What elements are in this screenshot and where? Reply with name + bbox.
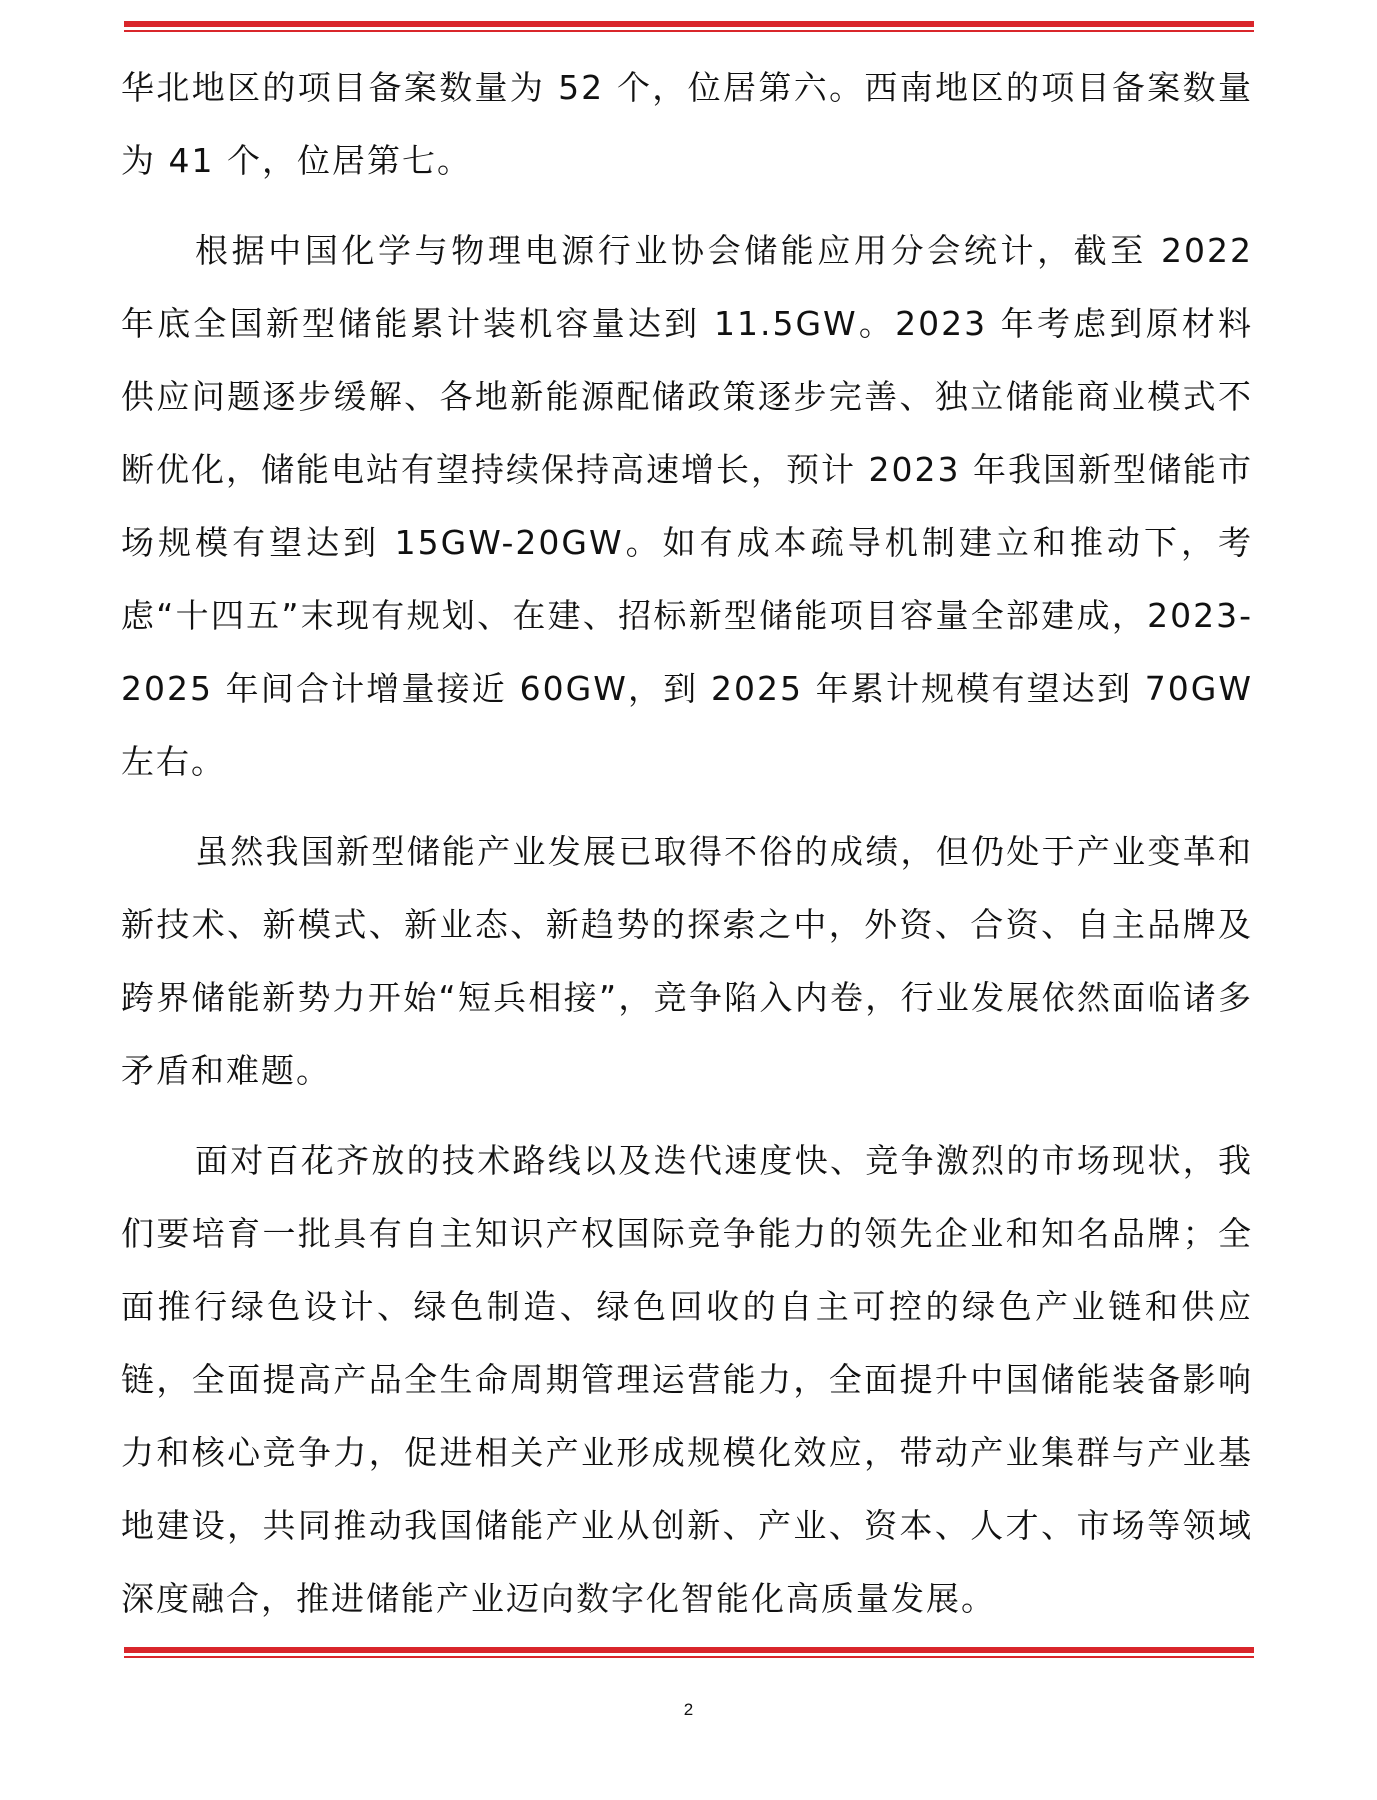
paragraph-storage-statistics: 根据中国化学与物理电源行业协会储能应用分会统计，截至 2022 年底全国新型储能累计装机容量达到 11.5GW。2023 年考虑到原材料供应问题逐步缓解、各地新能源配储政策逐步完善、独立储能商业模式不断优化，储能电站有望持续保持高速增长，预计 2023 年我国新型储能市场规模有望达到 15GW-20GW。如有成本疏导机制建立和推动下，考虑“十四五”末现有规划、在建、招标新型储能项目容量全部建成，2023-2025 年间合计增量接近 60GW，到 2025 年累计规模有望达到 70GW 左右。 <box>121 231 1253 781</box>
paragraph-gap <box>121 798 1253 815</box>
document-body <box>121 51 1253 1635</box>
footer-rule-thick <box>124 1647 1254 1653</box>
paragraph-development-goals: 面对百花齐放的技术路线以及迭代速度快、竞争激烈的市场现状，我们要培育一批具有自主知识产权国际竞争能力的领先企业和知名品牌；全面推行绿色设计、绿色制造、绿色回收的自主可控的绿色产业链和供应链，全面提高产品全生命周期管理运营能力，全面提升中国储能装备影响力和核心竞争力，促进相关产业形成规模化效应，带动产业集群与产业基地建设，共同推动我国储能产业从创新、产业、资本、人才、市场等领域深度融合，推进储能产业迈向数字化智能化高质量发展。 <box>121 1141 1253 1618</box>
paragraph-continued: 华北地区的项目备案数量为 52 个，位居第六。西南地区的项目备案数量为 41 个，位居第七。 <box>121 68 1253 180</box>
footer-rule-thin <box>124 1656 1254 1658</box>
header-rule-thin <box>124 30 1254 32</box>
page-number: 2 <box>683 1700 694 1719</box>
paragraph-gap <box>121 1107 1253 1124</box>
paragraph-gap <box>121 197 1253 214</box>
footer-rule <box>124 1647 1254 1658</box>
header-rule-thick <box>124 21 1254 27</box>
header-rule <box>124 21 1254 32</box>
paragraph-industry-challenges: 虽然我国新型储能产业发展已取得不俗的成绩，但仍处于产业变革和新技术、新模式、新业态、新趋势的探索之中，外资、合资、自主品牌及跨界储能新势力开始“短兵相接”，竞争陷入内卷，行业发展依然面临诸多矛盾和难题。 <box>121 832 1253 1090</box>
